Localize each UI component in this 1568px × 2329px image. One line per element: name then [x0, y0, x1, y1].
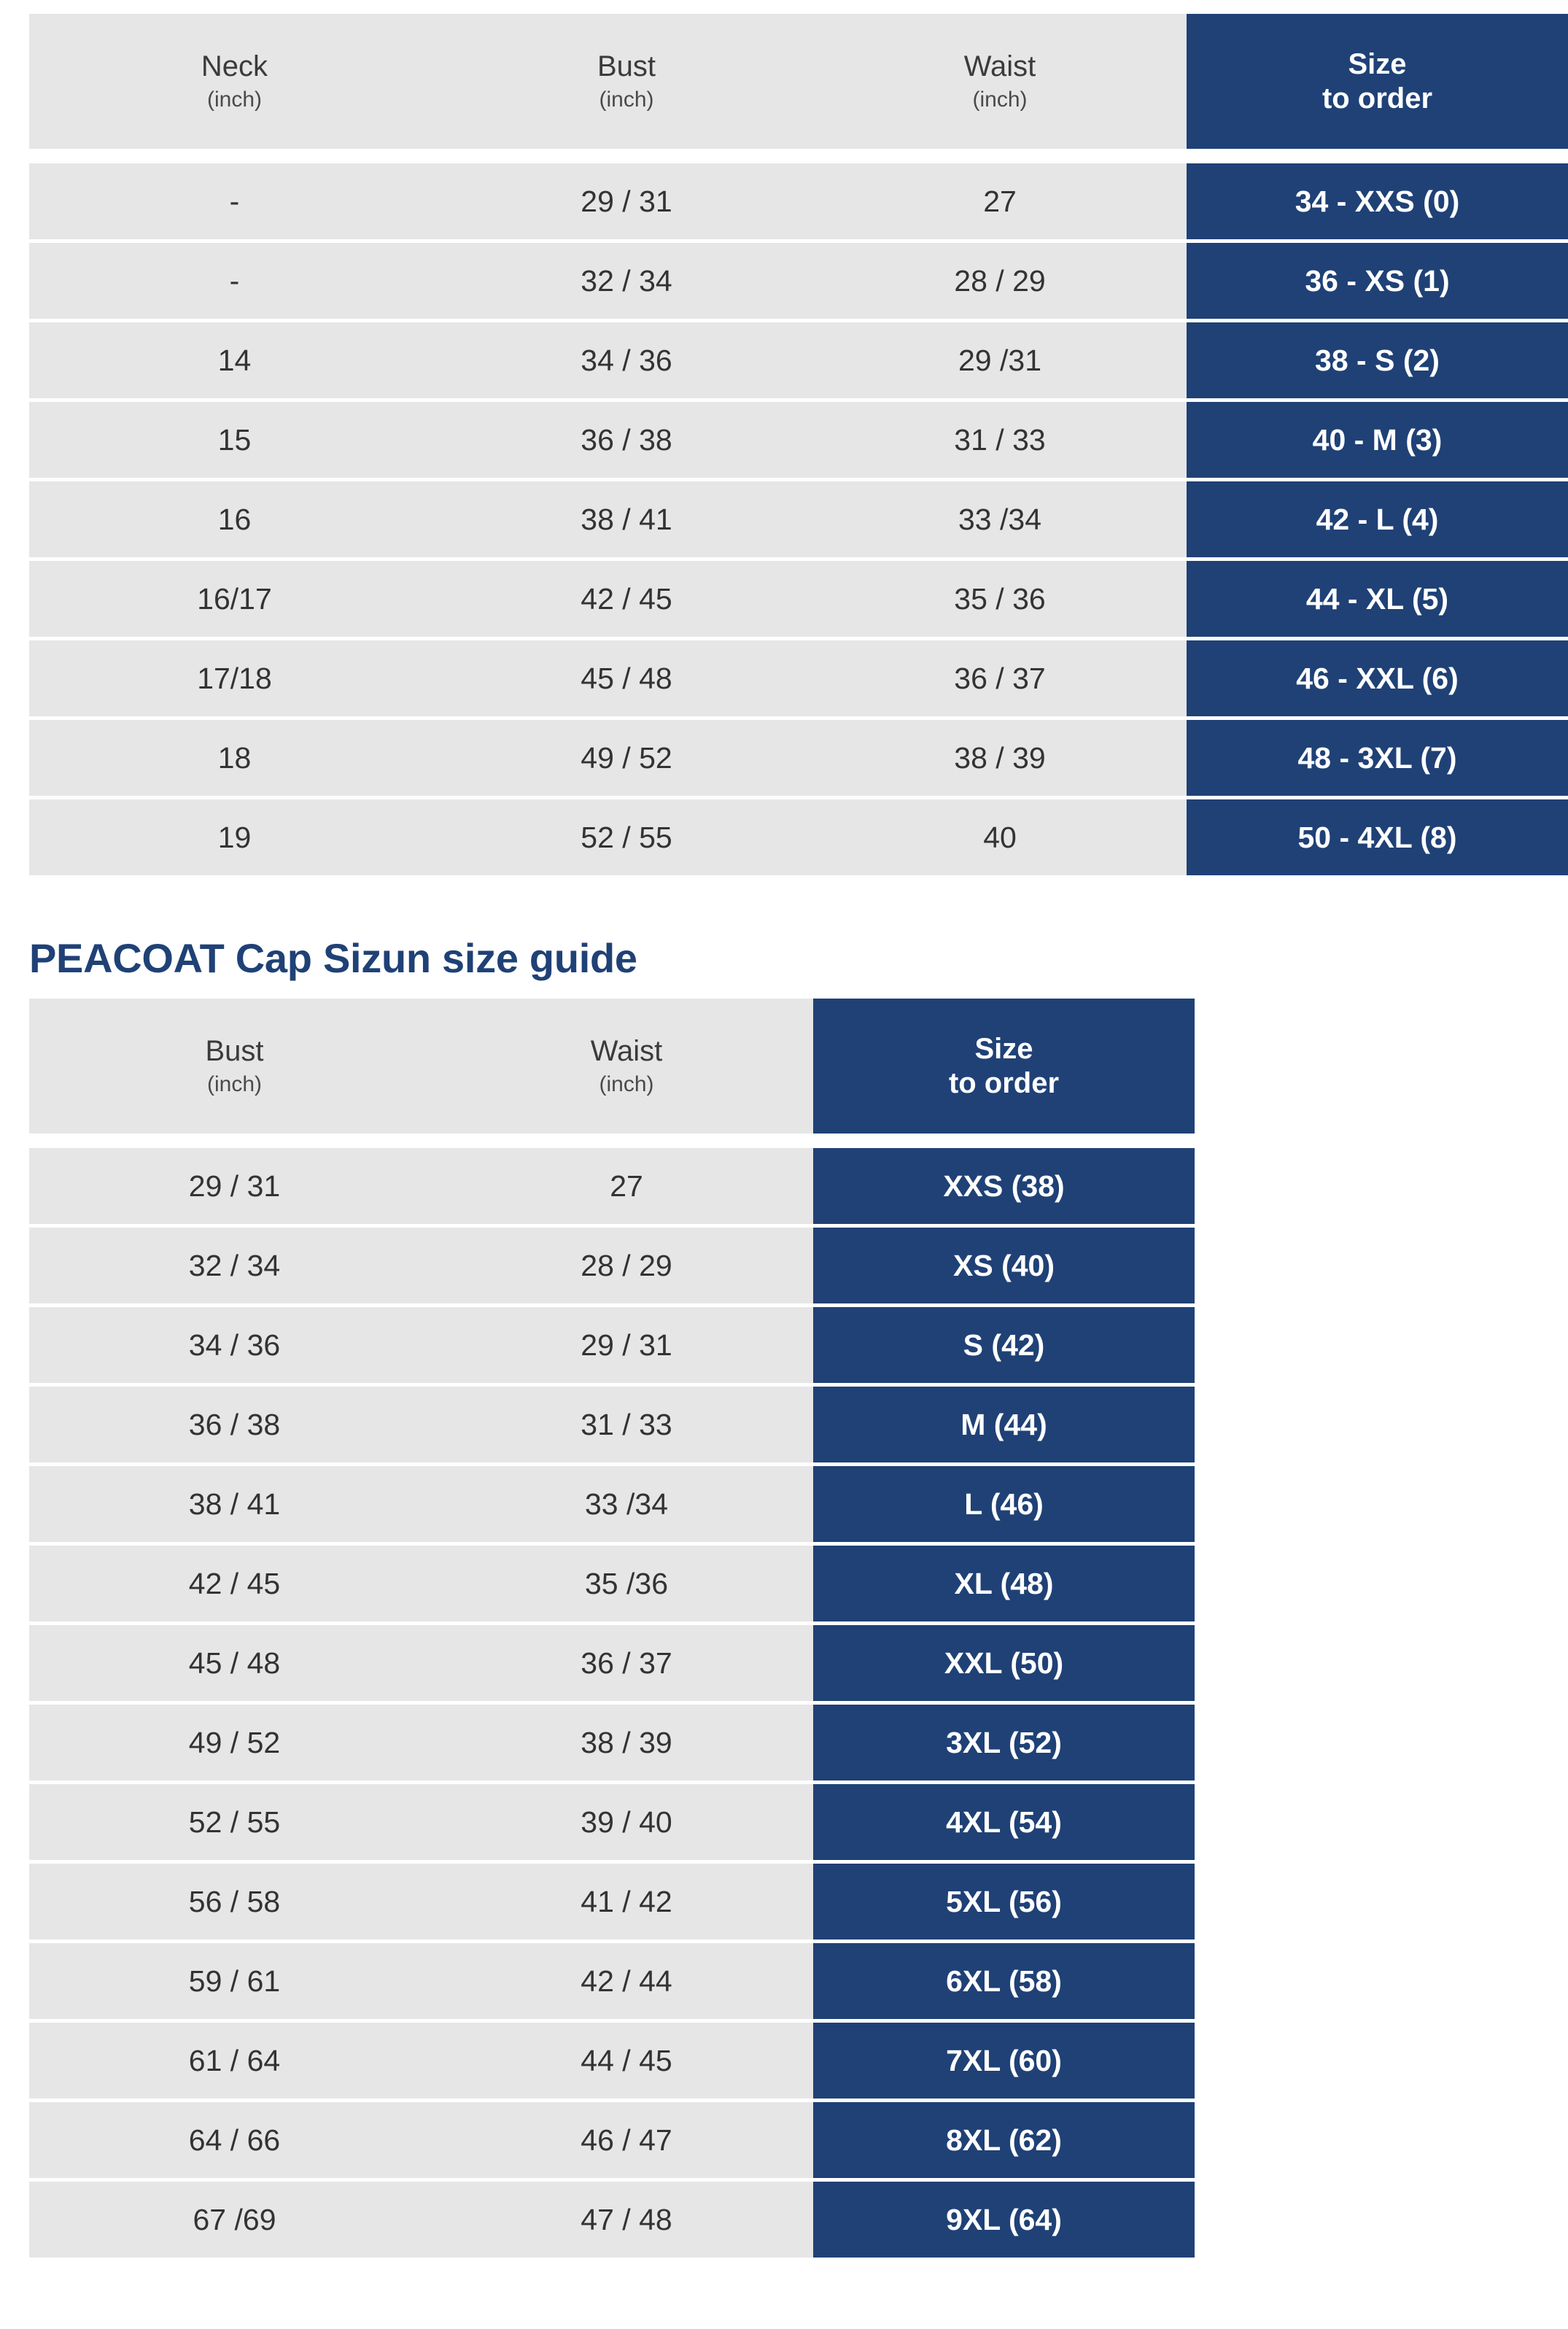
cell-size: 7XL (60) [813, 2023, 1195, 2099]
cell-bust: 59 / 61 [29, 1943, 440, 2019]
cell-neck: 15 [29, 402, 440, 478]
header-neck [29, 14, 440, 149]
table-row [29, 1625, 1195, 1701]
header-size-to-order [813, 999, 1195, 1134]
cell-waist: 29 / 31 [440, 1307, 813, 1383]
cell-size: 5XL (56) [813, 1864, 1195, 1939]
table-row [29, 243, 1568, 319]
cell-neck: 16/17 [29, 561, 440, 637]
cell-size: L (46) [813, 1466, 1195, 1542]
header-waist-label: Waist [590, 1035, 663, 1068]
cell-neck: 14 [29, 322, 440, 398]
cell-bust: 29 / 31 [29, 1148, 440, 1224]
cell-size: 44 - XL (5) [1187, 561, 1568, 637]
cell-bust: 38 / 41 [29, 1466, 440, 1542]
cell-bust: 49 / 52 [29, 1705, 440, 1780]
section-title-peacoat: PEACOAT Cap Sizun size guide [29, 935, 637, 981]
cell-bust: 67 /69 [29, 2182, 440, 2258]
cell-bust: 45 / 48 [440, 640, 813, 716]
cell-size: XL (48) [813, 1546, 1195, 1621]
table-row [29, 322, 1568, 398]
spacer-row [29, 1137, 1195, 1144]
cell-bust: 34 / 36 [440, 322, 813, 398]
table-row [29, 2182, 1195, 2258]
cell-waist: 38 / 39 [813, 720, 1187, 796]
cell-waist: 31 / 33 [813, 402, 1187, 478]
cell-waist: 39 / 40 [440, 1784, 813, 1860]
header-neck-unit: (inch) [206, 88, 262, 112]
table-row [29, 1466, 1195, 1542]
cell-bust: 61 / 64 [29, 2023, 440, 2099]
cell-waist: 47 / 48 [440, 2182, 813, 2258]
table-row [29, 1864, 1195, 1939]
cell-neck: 18 [29, 720, 440, 796]
cell-waist: 33 /34 [440, 1466, 813, 1542]
header-bust-label: Bust [597, 50, 656, 83]
table-row [29, 799, 1568, 875]
cell-waist: 33 /34 [813, 481, 1187, 557]
header-waist-unit: (inch) [599, 1072, 654, 1097]
size-guide-page [0, 10, 1568, 2329]
cell-waist: 28 / 29 [440, 1228, 813, 1303]
header-size-label: Size [974, 1032, 1033, 1065]
cell-size: 36 - XS (1) [1187, 243, 1568, 319]
header-waist [440, 999, 813, 1134]
cell-size: 48 - 3XL (7) [1187, 720, 1568, 796]
cell-neck: 19 [29, 799, 440, 875]
table-row [29, 1148, 1195, 1224]
cell-waist: 38 / 39 [440, 1705, 813, 1780]
table-header-row [29, 14, 1568, 149]
cell-bust: 32 / 34 [440, 243, 813, 319]
cell-waist: 31 / 33 [440, 1387, 813, 1462]
cell-waist: 27 [813, 163, 1187, 239]
cell-size: 34 - XXS (0) [1187, 163, 1568, 239]
cell-waist: 44 / 45 [440, 2023, 813, 2099]
table-row [29, 481, 1568, 557]
cell-bust: 36 / 38 [29, 1387, 440, 1462]
cell-size: 6XL (58) [813, 1943, 1195, 2019]
table-row [29, 163, 1568, 239]
table-row [29, 1943, 1195, 2019]
cell-size: M (44) [813, 1387, 1195, 1462]
cell-waist: 35 / 36 [813, 561, 1187, 637]
table-row [29, 402, 1568, 478]
cell-bust: 36 / 38 [440, 402, 813, 478]
cell-waist: 28 / 29 [813, 243, 1187, 319]
table-header-row [29, 999, 1195, 1134]
cell-bust: 45 / 48 [29, 1625, 440, 1701]
cell-size: XXS (38) [813, 1148, 1195, 1224]
cell-neck: 17/18 [29, 640, 440, 716]
cell-size: 42 - L (4) [1187, 481, 1568, 557]
table-row [29, 1387, 1195, 1462]
cell-size: 38 - S (2) [1187, 322, 1568, 398]
cell-bust: 34 / 36 [29, 1307, 440, 1383]
header-waist-unit: (inch) [972, 88, 1028, 112]
cell-bust: 56 / 58 [29, 1864, 440, 1939]
table-row [29, 640, 1568, 716]
size-table-primary [29, 10, 1568, 879]
header-size-label: Size [1348, 47, 1407, 80]
table-row [29, 720, 1568, 796]
table-row [29, 1307, 1195, 1383]
table-row [29, 2102, 1195, 2178]
cell-waist: 27 [440, 1148, 813, 1224]
cell-waist: 40 [813, 799, 1187, 875]
cell-waist: 29 /31 [813, 322, 1187, 398]
cell-size: 50 - 4XL (8) [1187, 799, 1568, 875]
cell-size: 46 - XXL (6) [1187, 640, 1568, 716]
cell-neck: - [29, 163, 440, 239]
size-table-peacoat [29, 995, 1195, 2261]
cell-waist: 42 / 44 [440, 1943, 813, 2019]
cell-size: S (42) [813, 1307, 1195, 1383]
cell-waist: 35 /36 [440, 1546, 813, 1621]
cell-size: 40 - M (3) [1187, 402, 1568, 478]
cell-waist: 46 / 47 [440, 2102, 813, 2178]
cell-bust: 42 / 45 [440, 561, 813, 637]
header-waist-label: Waist [963, 50, 1036, 83]
cell-bust: 38 / 41 [440, 481, 813, 557]
header-waist [813, 14, 1187, 149]
header-size-unit: to order [1321, 82, 1433, 115]
cell-waist: 41 / 42 [440, 1864, 813, 1939]
cell-waist: 36 / 37 [813, 640, 1187, 716]
cell-size: 4XL (54) [813, 1784, 1195, 1860]
header-bust-label: Bust [205, 1035, 264, 1068]
cell-bust: 52 / 55 [440, 799, 813, 875]
cell-bust: 42 / 45 [29, 1546, 440, 1621]
cell-size: 8XL (62) [813, 2102, 1195, 2178]
header-bust [440, 14, 813, 149]
table-row [29, 2023, 1195, 2099]
header-bust [29, 999, 440, 1134]
table-row [29, 561, 1568, 637]
cell-bust: 49 / 52 [440, 720, 813, 796]
table-row [29, 1546, 1195, 1621]
cell-bust: 64 / 66 [29, 2102, 440, 2178]
table-row [29, 1228, 1195, 1303]
header-size-to-order [1187, 14, 1568, 149]
table-row [29, 1705, 1195, 1780]
header-neck-label: Neck [201, 50, 268, 83]
cell-bust: 52 / 55 [29, 1784, 440, 1860]
spacer-row [29, 152, 1568, 160]
cell-bust: 32 / 34 [29, 1228, 440, 1303]
cell-size: 3XL (52) [813, 1705, 1195, 1780]
cell-size: XXL (50) [813, 1625, 1195, 1701]
cell-size: 9XL (64) [813, 2182, 1195, 2258]
cell-size: XS (40) [813, 1228, 1195, 1303]
cell-neck: - [29, 243, 440, 319]
cell-neck: 16 [29, 481, 440, 557]
table-row [29, 1784, 1195, 1860]
cell-waist: 36 / 37 [440, 1625, 813, 1701]
header-size-unit: to order [948, 1066, 1060, 1099]
cell-bust: 29 / 31 [440, 163, 813, 239]
header-bust-unit: (inch) [206, 1072, 262, 1097]
header-bust-unit: (inch) [599, 88, 654, 112]
